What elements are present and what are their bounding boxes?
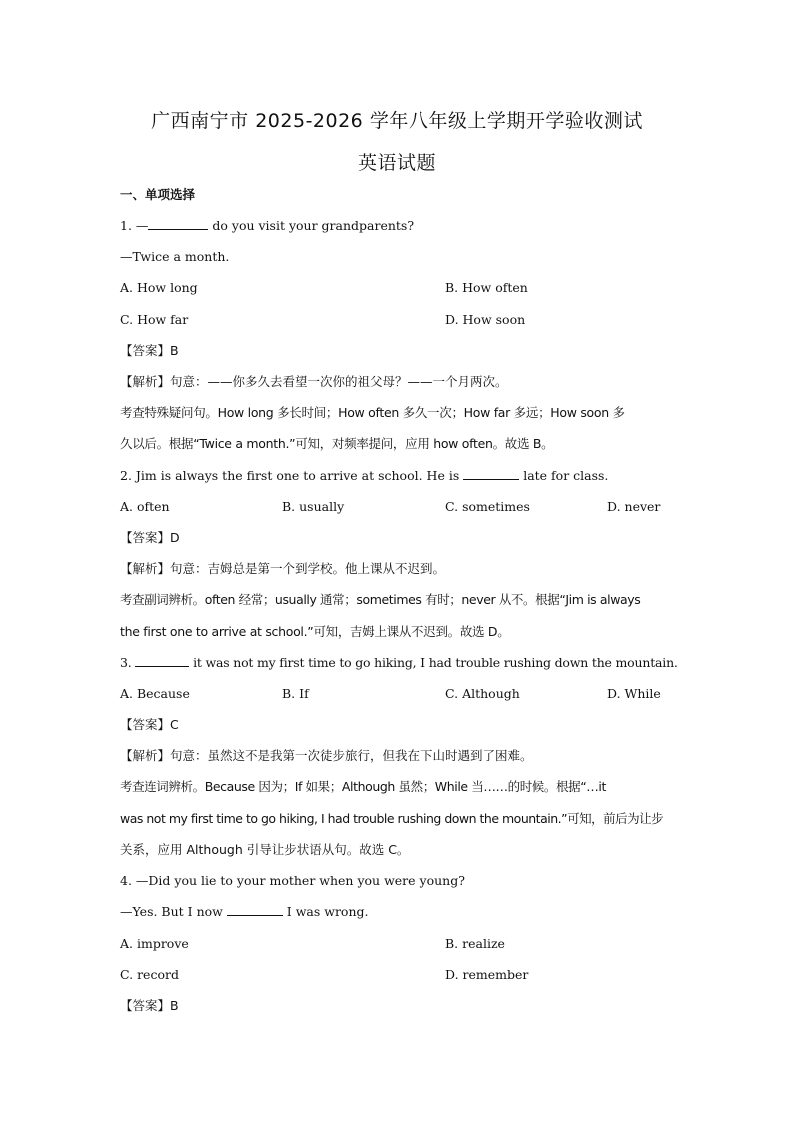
question-2-suffix: late for class.	[519, 468, 609, 483]
question-3-option-a: A. Because	[120, 686, 190, 701]
question-3-suffix: it was not my first time to go hiking, I had trouble rushing down the mountain.	[189, 655, 678, 670]
question-4-option-c: C. record	[120, 967, 179, 982]
question-4-reply	[120, 904, 368, 920]
question-2-analysis: the first one to arrive at school.”可知，吉姆上课从不迟到。故选 D。	[120, 624, 510, 639]
question-3-analysis: 【解析】句意：虽然这不是我第一次徒步旅行，但我在下山时遇到了困难。	[120, 748, 533, 763]
question-3-analysis: 关系，应用 Although 引导让步状语从句。故选 C。	[120, 842, 410, 857]
question-1-stem	[120, 218, 414, 234]
question-1-option-a: A. How long	[120, 280, 198, 295]
section-heading: 一、单项选择	[120, 187, 196, 202]
question-3-analysis: was not my first time to go hiking, I had trouble rushing down the mountain.”可知，前后为让步	[120, 811, 664, 826]
question-1-reply: —Twice a month.	[120, 249, 230, 264]
question-4-option-b: B. realize	[445, 936, 505, 951]
question-1-analysis: 【解析】句意：——你多久去看望一次你的祖父母？——一个月两次。	[120, 374, 508, 389]
question-1-suffix: do you visit your grandparents?	[208, 218, 415, 233]
question-1-option-c: C. How far	[120, 312, 189, 327]
question-3-prefix: 3.	[120, 655, 136, 670]
question-4-prefix: —Yes. But I now	[120, 904, 227, 919]
question-2-prefix: 2. Jim is always the first one to arrive at school. He is	[120, 468, 464, 483]
question-2-option-d: D. never	[607, 499, 661, 514]
question-1-answer: 【答案】B	[120, 343, 179, 358]
question-2-analysis: 考查副词辨析。often 经常；usually 通常；sometimes 有时；never 从不。根据“Jim is always	[120, 592, 641, 607]
question-3-option-b: B. If	[282, 686, 309, 701]
answer-blank	[227, 904, 283, 916]
question-2-answer: 【答案】D	[120, 530, 180, 545]
question-1-option-b: B. How often	[445, 280, 528, 295]
question-2-option-b: B. usually	[282, 499, 345, 514]
question-1-analysis: 考查特殊疑问句。How long 多长时间；How often 多久一次；How far 多远；How soon 多	[120, 405, 625, 420]
question-4-option-a: A. improve	[120, 936, 189, 951]
question-4-suffix: I was wrong.	[282, 904, 369, 919]
answer-blank	[148, 218, 208, 230]
question-1-option-d: D. How soon	[445, 312, 526, 327]
question-4-answer: 【答案】B	[120, 998, 179, 1013]
question-2-option-a: A. often	[120, 499, 170, 514]
question-2-analysis: 【解析】句意：吉姆总是第一个到学校。他上课从不迟到。	[120, 561, 446, 576]
question-2-option-c: C. sometimes	[445, 499, 530, 514]
exam-subtitle: 英语试题	[357, 152, 436, 174]
question-2-stem	[120, 468, 608, 484]
question-4-stem: 4. —Did you lie to your mother when you were young?	[120, 873, 465, 888]
answer-blank	[135, 655, 189, 667]
question-1-prefix: 1. —	[120, 218, 149, 233]
question-3-stem	[120, 655, 678, 671]
question-3-answer: 【答案】C	[120, 717, 179, 732]
question-3-option-c: C. Although	[445, 686, 520, 701]
question-4-option-d: D. remember	[445, 967, 529, 982]
question-3-analysis: 考查连词辨析。Because 因为；If 如果；Although 虽然；While 当……的时候。根据“…it	[120, 779, 606, 794]
question-3-option-d: D. While	[607, 686, 661, 701]
exam-title: 广西南宁市 2025-2026 学年八年级上学期开学验收测试	[151, 110, 643, 132]
question-1-analysis: 久以后。根据“Twice a month.”可知，对频率提问，应用 how often。故选 B。	[120, 436, 554, 451]
answer-blank	[463, 468, 519, 480]
